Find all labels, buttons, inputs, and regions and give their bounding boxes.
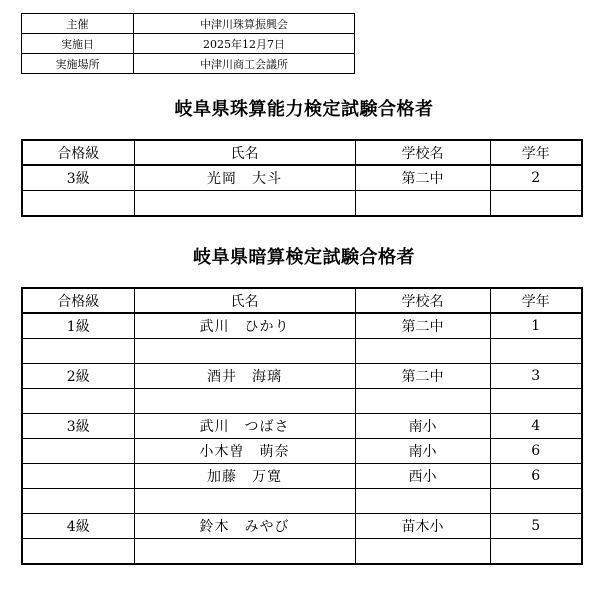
grade-cell xyxy=(22,539,134,565)
name-cell xyxy=(134,539,355,565)
info-value: 2025年12月7日 xyxy=(134,34,355,54)
name-cell xyxy=(134,489,355,514)
school-cell xyxy=(355,389,490,414)
year-cell: 6 xyxy=(490,439,582,464)
year-cell: 1 xyxy=(490,313,582,339)
table-row xyxy=(22,165,582,191)
event-info-table xyxy=(21,13,355,74)
section-title-mental-calc: 岐阜県暗算検定試験合格者 xyxy=(193,247,415,268)
header-year: 学年 xyxy=(490,140,582,165)
grade-cell xyxy=(22,191,134,217)
school-cell xyxy=(355,489,490,514)
name-cell: 鈴木 みやび xyxy=(134,514,355,539)
info-label: 実施場所 xyxy=(22,54,134,74)
table-row xyxy=(22,489,582,514)
name-cell: 武川 ひかり xyxy=(134,313,355,339)
year-cell xyxy=(490,489,582,514)
school-cell: 南小 xyxy=(355,439,490,464)
school-cell xyxy=(355,339,490,364)
info-row-organizer xyxy=(22,14,355,34)
grade-cell: 4級 xyxy=(22,514,134,539)
name-cell xyxy=(134,389,355,414)
info-row-venue xyxy=(22,54,355,74)
name-cell xyxy=(134,191,355,217)
table-row xyxy=(22,339,582,364)
grade-cell xyxy=(22,464,134,489)
abacus-results-table xyxy=(21,139,583,217)
info-value: 中津川珠算振興会 xyxy=(134,14,355,34)
year-cell xyxy=(490,191,582,217)
table-header-row xyxy=(22,288,582,313)
name-cell: 酒井 海璃 xyxy=(134,364,355,389)
info-label: 実施日 xyxy=(22,34,134,54)
table-row xyxy=(22,464,582,489)
school-cell: 南小 xyxy=(355,414,490,439)
year-cell: 2 xyxy=(490,165,582,191)
table-row xyxy=(22,191,582,217)
grade-cell xyxy=(22,439,134,464)
header-year: 学年 xyxy=(490,288,582,313)
header-grade: 合格級 xyxy=(22,140,134,165)
name-cell xyxy=(134,339,355,364)
school-cell xyxy=(355,191,490,217)
header-grade: 合格級 xyxy=(22,288,134,313)
school-cell: 第二中 xyxy=(355,313,490,339)
name-cell: 加藤 万寛 xyxy=(134,464,355,489)
name-cell: 光岡 大斗 xyxy=(134,165,355,191)
grade-cell: 1級 xyxy=(22,313,134,339)
info-value: 中津川商工会議所 xyxy=(134,54,355,74)
info-label: 主催 xyxy=(22,14,134,34)
school-cell: 第二中 xyxy=(355,364,490,389)
table-row xyxy=(22,514,582,539)
table-row xyxy=(22,389,582,414)
table-row xyxy=(22,364,582,389)
table-row xyxy=(22,539,582,565)
info-row-date xyxy=(22,34,355,54)
school-cell: 第二中 xyxy=(355,165,490,191)
grade-cell xyxy=(22,389,134,414)
year-cell: 5 xyxy=(490,514,582,539)
table-row xyxy=(22,439,582,464)
year-cell xyxy=(490,339,582,364)
year-cell xyxy=(490,539,582,565)
header-school: 学校名 xyxy=(355,140,490,165)
table-row xyxy=(22,414,582,439)
school-cell: 苗木小 xyxy=(355,514,490,539)
grade-cell: 3級 xyxy=(22,165,134,191)
header-school: 学校名 xyxy=(355,288,490,313)
grade-cell: 2級 xyxy=(22,364,134,389)
grade-cell xyxy=(22,339,134,364)
mental-calc-results-table xyxy=(21,287,583,565)
year-cell: 6 xyxy=(490,464,582,489)
name-cell: 武川 つばさ xyxy=(134,414,355,439)
section-title-abacus: 岐阜県珠算能力検定試験合格者 xyxy=(174,99,434,120)
header-name: 氏名 xyxy=(134,288,355,313)
school-cell xyxy=(355,539,490,565)
header-name: 氏名 xyxy=(134,140,355,165)
year-cell: 4 xyxy=(490,414,582,439)
name-cell: 小木曽 萌奈 xyxy=(134,439,355,464)
table-row xyxy=(22,313,582,339)
school-cell: 西小 xyxy=(355,464,490,489)
table-header-row xyxy=(22,140,582,165)
year-cell xyxy=(490,389,582,414)
grade-cell xyxy=(22,489,134,514)
year-cell: 3 xyxy=(490,364,582,389)
grade-cell: 3級 xyxy=(22,414,134,439)
